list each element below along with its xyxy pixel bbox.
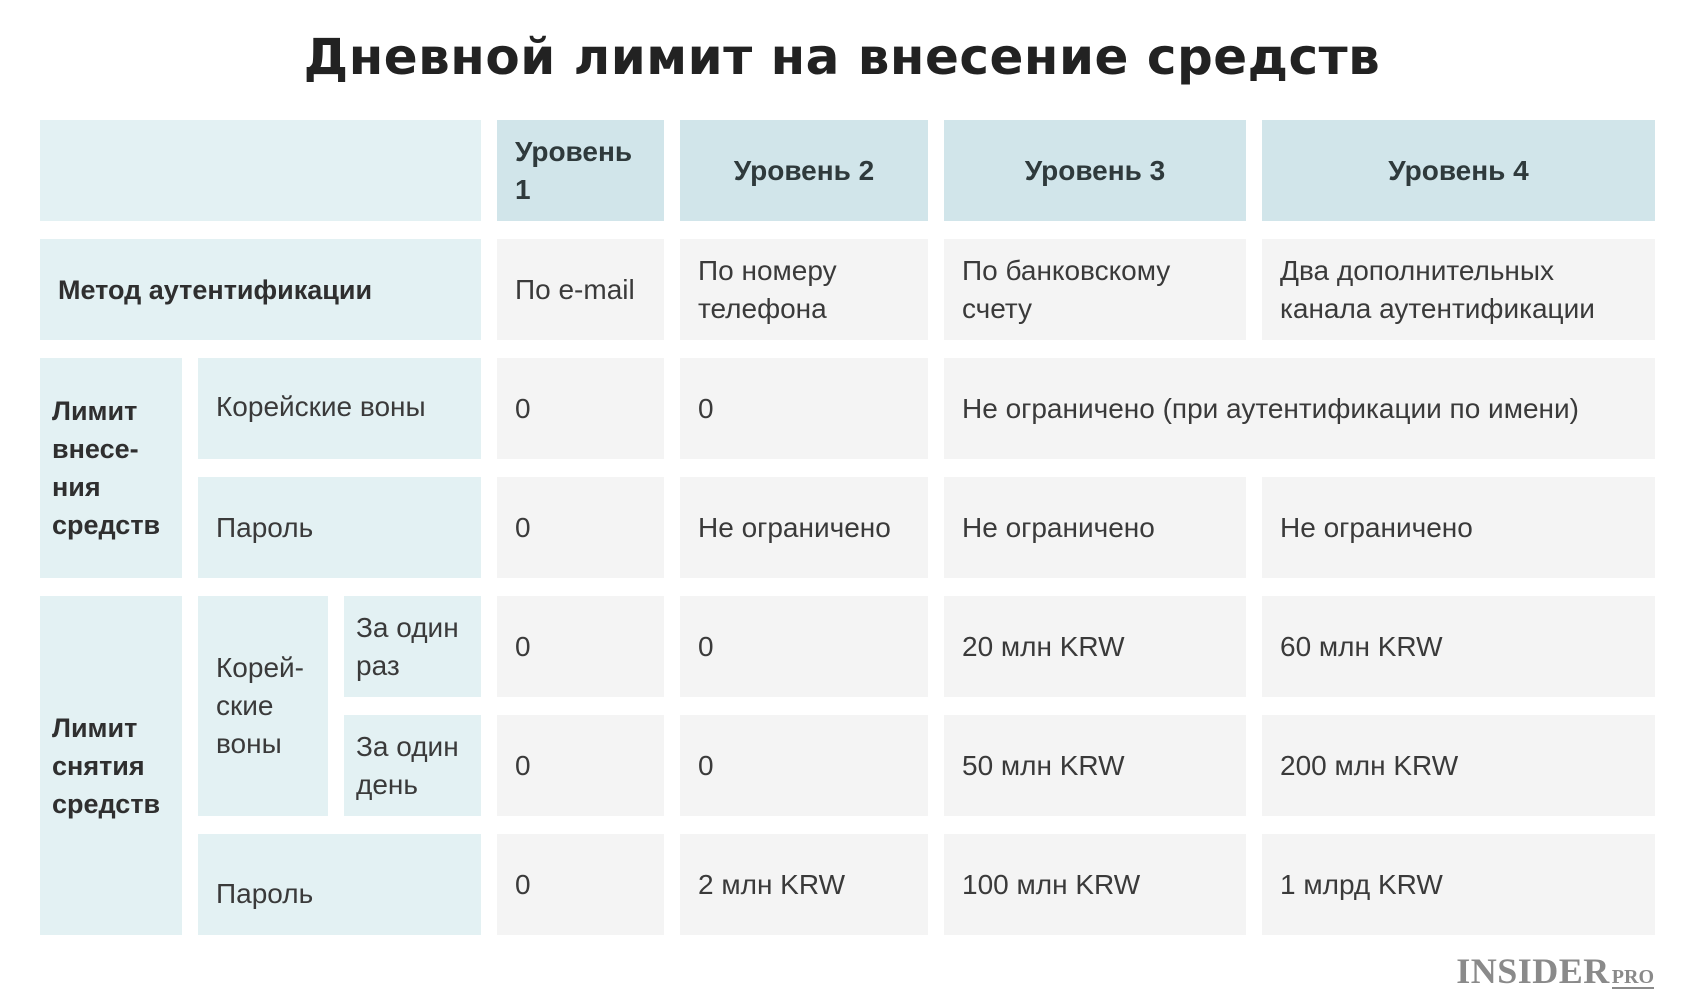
header-level-4: Уровень 4 bbox=[1262, 120, 1655, 221]
header-level-3: Уровень 3 bbox=[944, 120, 1246, 221]
deposit-krw-level-1: 0 bbox=[497, 358, 664, 459]
sub-label-withdrawal-day: За один день bbox=[344, 715, 481, 816]
deposit-password-level-2: Не ограничено bbox=[680, 477, 928, 578]
sub-label-deposit-password: Пароль bbox=[198, 477, 481, 578]
withdrawal-password-level-3: 100 млн KRW bbox=[944, 834, 1246, 935]
row-label-auth-method: Метод аутентификации bbox=[40, 239, 481, 340]
page-title: Дневной лимит на внесение средств bbox=[303, 28, 1381, 86]
header-level-2: Уровень 2 bbox=[680, 120, 928, 221]
withdrawal-once-level-3: 20 млн KRW bbox=[944, 596, 1246, 697]
sub-label-withdrawal-password: Пароль bbox=[198, 834, 481, 935]
withdrawal-password-level-2: 2 млн KRW bbox=[680, 834, 928, 935]
header-corner bbox=[40, 120, 481, 221]
withdrawal-day-level-1: 0 bbox=[497, 715, 664, 816]
group-label-withdrawal-limit: Лимит снятия средств bbox=[40, 596, 182, 935]
deposit-password-level-4: Не ограничено bbox=[1262, 477, 1655, 578]
deposit-krw-level-2: 0 bbox=[680, 358, 928, 459]
logo-main-text: INSIDER bbox=[1456, 951, 1610, 991]
withdrawal-password-level-4: 1 млрд KRW bbox=[1262, 834, 1655, 935]
logo-sup-text: PRO bbox=[1611, 966, 1654, 988]
withdrawal-once-level-2: 0 bbox=[680, 596, 928, 697]
deposit-limit-table bbox=[40, 120, 1655, 935]
auth-level-3: По банковскому счету bbox=[944, 239, 1246, 340]
insider-pro-logo bbox=[1456, 950, 1654, 992]
withdrawal-once-level-1: 0 bbox=[497, 596, 664, 697]
auth-level-1: По e-mail bbox=[497, 239, 664, 340]
auth-level-2: По номеру телефона bbox=[680, 239, 928, 340]
deposit-password-level-3: Не ограничено bbox=[944, 477, 1246, 578]
auth-level-4: Два дополнительных канала аутентификации bbox=[1262, 239, 1655, 340]
withdrawal-day-level-3: 50 млн KRW bbox=[944, 715, 1246, 816]
sub-label-deposit-krw: Корейские воны bbox=[198, 358, 481, 459]
group-label-deposit-limit: Лимит внесе-ния средств bbox=[40, 358, 182, 578]
deposit-krw-level-3-4: Не ограничено (при аутентификации по имени) bbox=[944, 358, 1655, 459]
withdrawal-day-level-2: 0 bbox=[680, 715, 928, 816]
withdrawal-password-level-1: 0 bbox=[497, 834, 664, 935]
sub-label-withdrawal-krw: Корей-ские воны bbox=[198, 596, 328, 816]
deposit-password-level-1: 0 bbox=[497, 477, 664, 578]
withdrawal-once-level-4: 60 млн KRW bbox=[1262, 596, 1655, 697]
sub-label-withdrawal-once: За один раз bbox=[344, 596, 481, 697]
withdrawal-day-level-4: 200 млн KRW bbox=[1262, 715, 1655, 816]
header-level-1: Уровень 1 bbox=[497, 120, 664, 221]
